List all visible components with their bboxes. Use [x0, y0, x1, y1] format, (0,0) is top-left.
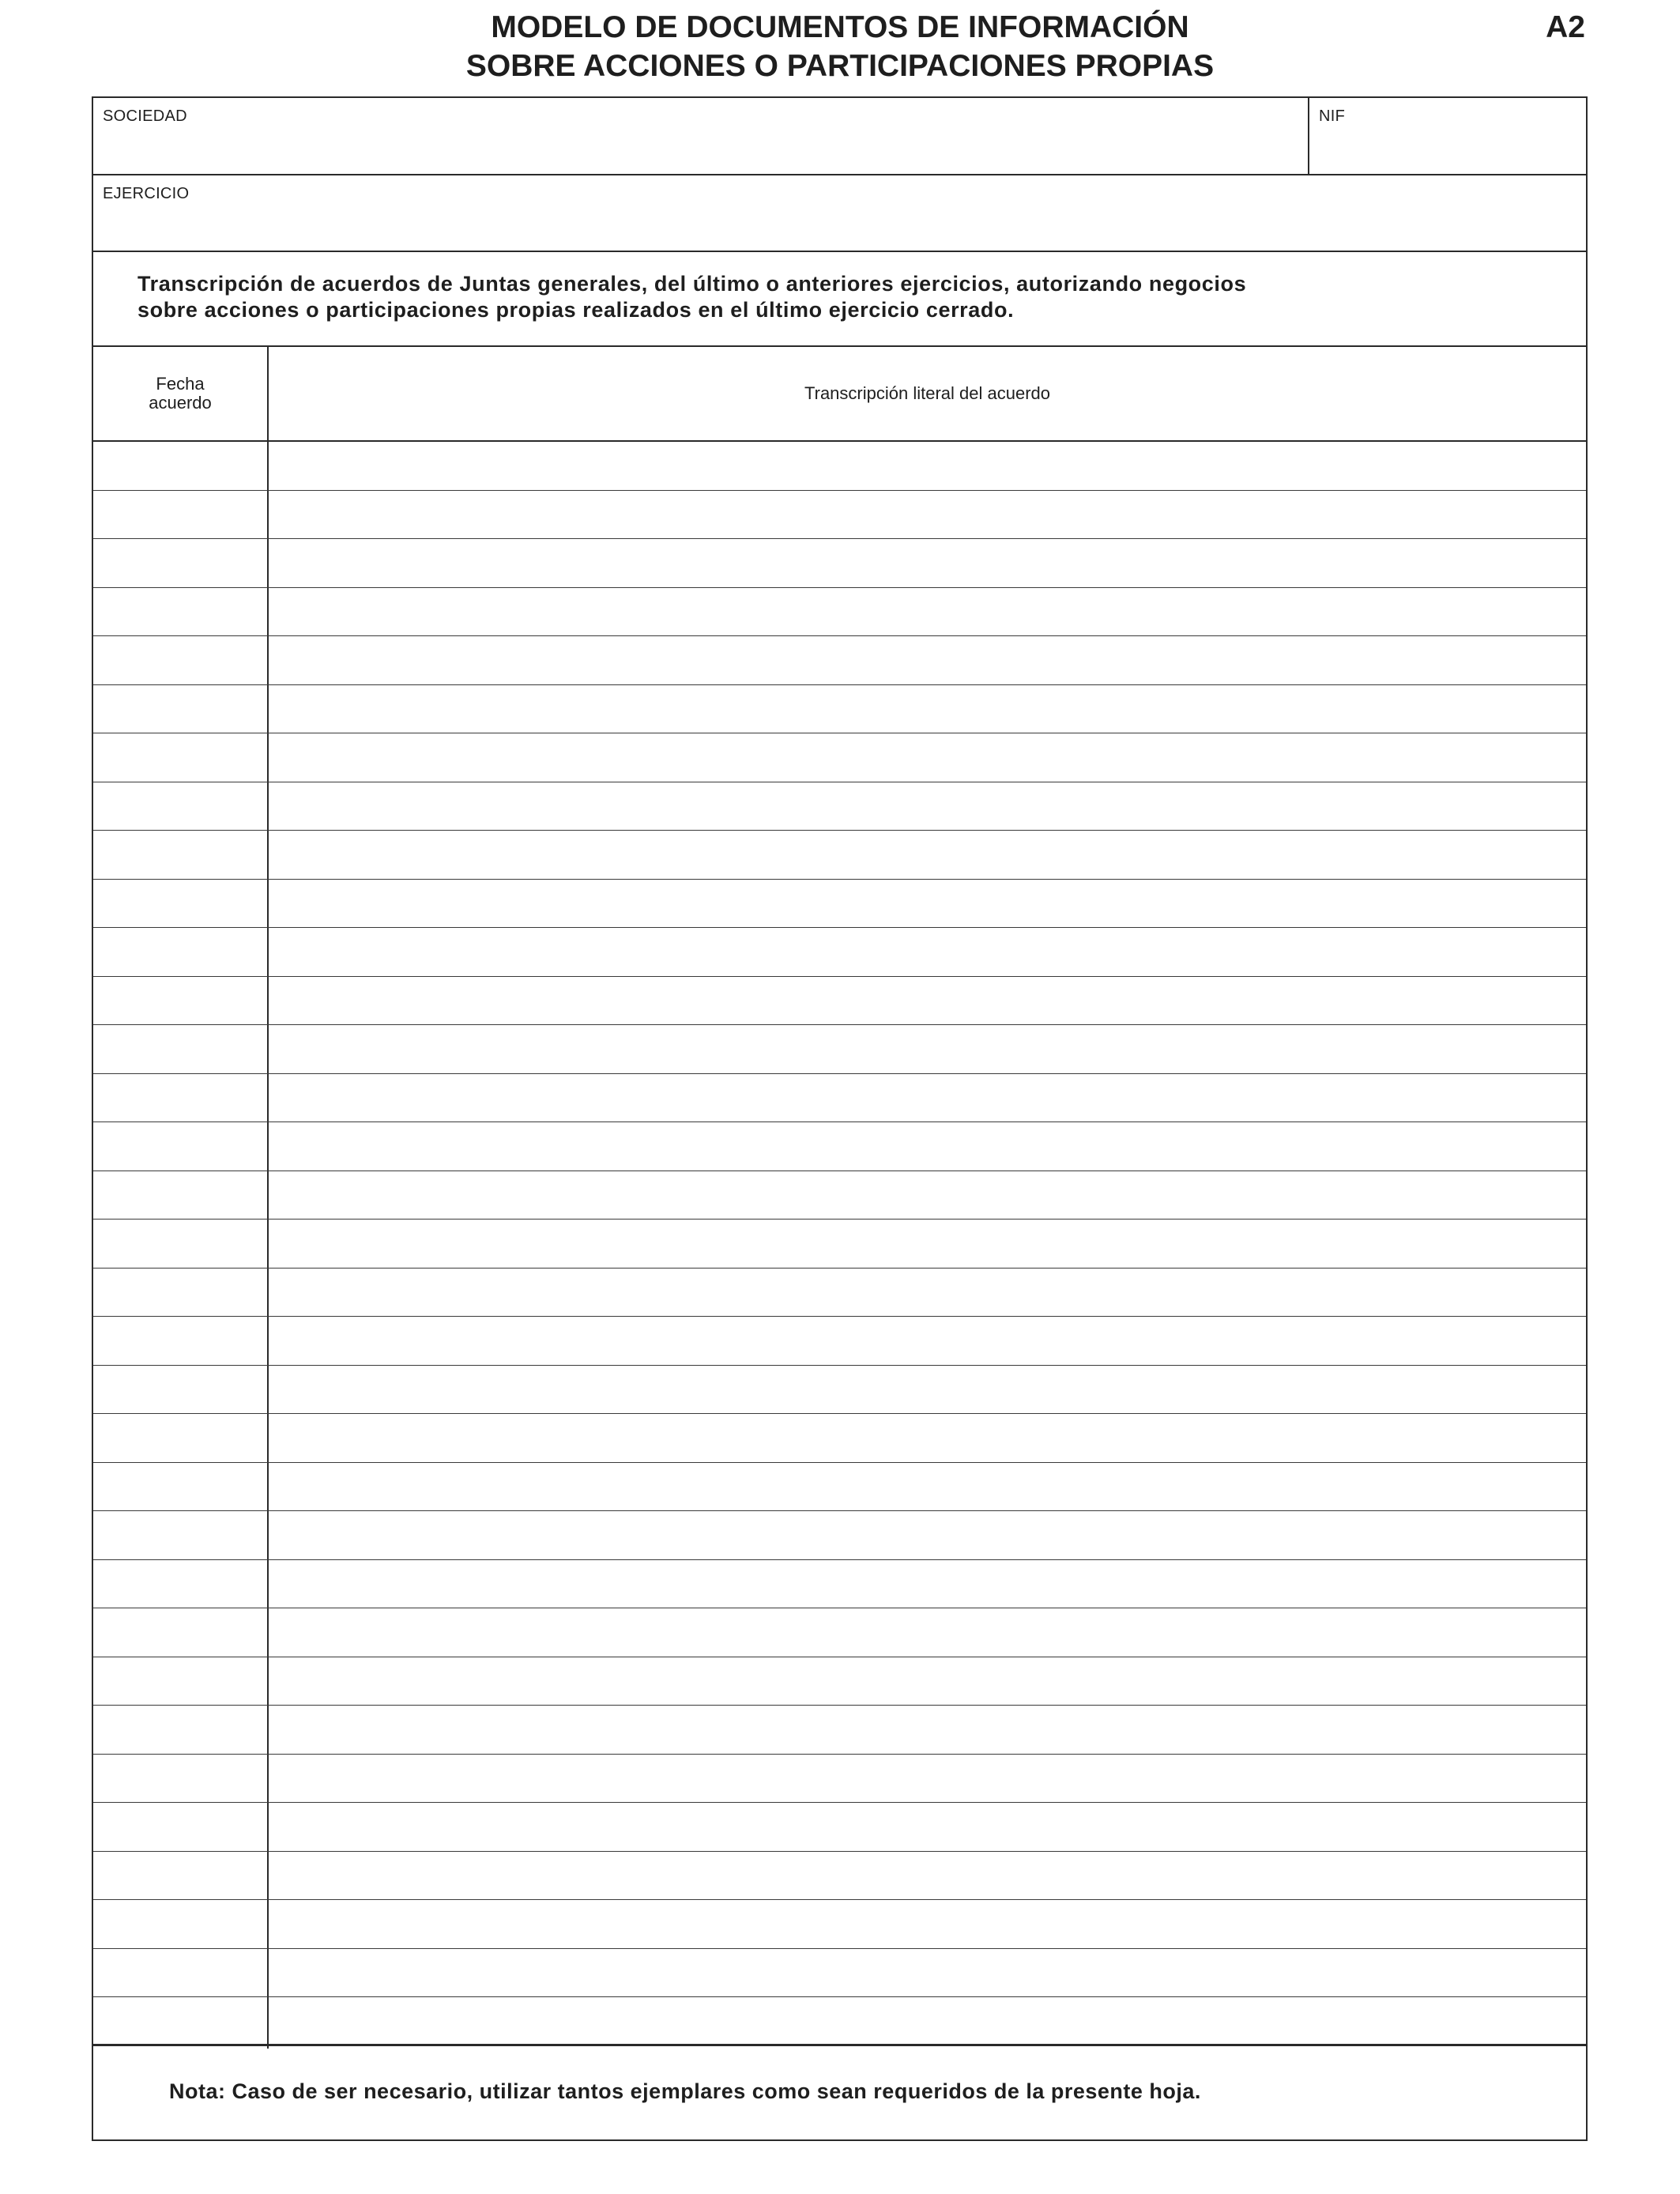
table-row — [93, 1852, 1586, 1901]
table-row — [93, 1122, 1586, 1171]
table-row — [93, 1511, 1586, 1560]
form-code: A2 — [1546, 10, 1585, 44]
transcription-cell[interactable] — [269, 1997, 1586, 2046]
table-row — [93, 782, 1586, 831]
transcription-cell[interactable] — [269, 1366, 1586, 1414]
form-frame — [92, 96, 1588, 2141]
table-row — [93, 491, 1586, 540]
transcription-cell[interactable] — [269, 1414, 1586, 1462]
footer-note: Nota: Caso de ser necesario, utilizar tantos ejemplares como sean requeridos de la presente hoja. — [169, 2079, 1201, 2103]
date-cell[interactable] — [93, 880, 269, 928]
date-cell[interactable] — [93, 442, 269, 490]
transcription-cell[interactable] — [269, 636, 1586, 684]
transcription-cell[interactable] — [269, 1025, 1586, 1073]
table-row — [93, 1220, 1586, 1269]
sociedad-label: SOCIEDAD — [103, 107, 187, 125]
date-cell[interactable] — [93, 636, 269, 684]
date-cell[interactable] — [93, 1366, 269, 1414]
sociedad-band — [93, 98, 1586, 175]
section-heading-line-2: sobre acciones o participaciones propias realizados en el último ejercicio cerrado. — [137, 298, 1015, 322]
table-row — [93, 1074, 1586, 1123]
table-row — [93, 1414, 1586, 1463]
date-cell[interactable] — [93, 1220, 269, 1268]
table-row — [93, 1949, 1586, 1998]
column-header-date — [93, 347, 267, 440]
ejercicio-label: EJERCICIO — [103, 185, 190, 202]
date-cell[interactable] — [93, 1560, 269, 1608]
date-cell[interactable] — [93, 1657, 269, 1706]
table-row — [93, 1997, 1586, 2046]
transcription-cell[interactable] — [269, 588, 1586, 636]
note-band — [93, 2044, 1586, 2139]
transcription-cell[interactable] — [269, 1317, 1586, 1365]
transcription-cell[interactable] — [269, 1511, 1586, 1559]
transcription-cell[interactable] — [269, 491, 1586, 539]
transcription-cell[interactable] — [269, 442, 1586, 490]
transcription-cell[interactable] — [269, 1803, 1586, 1851]
table-row — [93, 1900, 1586, 1949]
date-cell[interactable] — [93, 1414, 269, 1462]
table-row — [93, 539, 1586, 588]
date-cell[interactable] — [93, 1074, 269, 1122]
transcription-cell[interactable] — [269, 1220, 1586, 1268]
date-cell[interactable] — [93, 1997, 269, 2046]
date-cell[interactable] — [93, 1171, 269, 1220]
section-heading-line-1: Transcripción de acuerdos de Juntas generales, del último o anteriores ejercicios, autorizando negocios — [137, 272, 1247, 296]
date-cell[interactable] — [93, 1852, 269, 1900]
date-cell[interactable] — [93, 685, 269, 733]
date-cell[interactable] — [93, 1803, 269, 1851]
nif-label: NIF — [1319, 107, 1346, 125]
table-row — [93, 1317, 1586, 1366]
transcription-cell[interactable] — [269, 1657, 1586, 1706]
transcription-cell[interactable] — [269, 1560, 1586, 1608]
section-heading-band — [93, 252, 1586, 347]
date-cell[interactable] — [93, 1317, 269, 1365]
date-cell[interactable] — [93, 1511, 269, 1559]
table-body — [93, 442, 1586, 2045]
date-cell[interactable] — [93, 733, 269, 782]
transcription-cell[interactable] — [269, 733, 1586, 782]
date-cell[interactable] — [93, 1025, 269, 1073]
date-cell[interactable] — [93, 1269, 269, 1317]
form-title — [0, 8, 1680, 85]
transcription-cell[interactable] — [269, 1900, 1586, 1948]
transcription-cell[interactable] — [269, 1852, 1586, 1900]
transcription-cell[interactable] — [269, 928, 1586, 976]
table-row — [93, 733, 1586, 782]
table-row — [93, 1657, 1586, 1706]
column-header-date-line-1: Fecha — [156, 374, 205, 394]
transcription-cell[interactable] — [269, 1122, 1586, 1171]
table-row — [93, 1803, 1586, 1852]
table-row — [93, 1025, 1586, 1074]
transcription-cell[interactable] — [269, 977, 1586, 1025]
transcription-cell[interactable] — [269, 539, 1586, 587]
date-cell[interactable] — [93, 1706, 269, 1754]
date-cell[interactable] — [93, 928, 269, 976]
transcription-cell[interactable] — [269, 782, 1586, 831]
table-row — [93, 1171, 1586, 1220]
date-cell[interactable] — [93, 1608, 269, 1657]
date-cell[interactable] — [93, 588, 269, 636]
column-header-transcription: Transcripción literal del acuerdo — [804, 383, 1050, 403]
table-row — [93, 880, 1586, 929]
transcription-cell[interactable] — [269, 1706, 1586, 1754]
transcription-cell[interactable] — [269, 1171, 1586, 1220]
date-cell[interactable] — [93, 1463, 269, 1511]
date-cell[interactable] — [93, 491, 269, 539]
table-row — [93, 1269, 1586, 1318]
table-row — [93, 1560, 1586, 1609]
transcription-cell[interactable] — [269, 831, 1586, 879]
table-row — [93, 977, 1586, 1026]
transcription-cell[interactable] — [269, 685, 1586, 733]
table-row — [93, 1366, 1586, 1415]
date-cell[interactable] — [93, 782, 269, 831]
transcription-cell[interactable] — [269, 1463, 1586, 1511]
date-cell[interactable] — [93, 1755, 269, 1803]
table-row — [93, 831, 1586, 880]
table-row — [93, 1463, 1586, 1512]
table-row — [93, 928, 1586, 977]
form-title-line-2: SOBRE ACCIONES O PARTICIPACIONES PROPIAS — [465, 49, 1215, 83]
table-row — [93, 1755, 1586, 1804]
transcription-cell[interactable] — [269, 1949, 1586, 1997]
nif-cell — [1308, 98, 1586, 174]
transcription-cell[interactable] — [269, 1608, 1586, 1657]
form-title-line-1: MODELO DE DOCUMENTOS DE INFORMACIÓN — [491, 10, 1189, 44]
transcription-cell[interactable] — [269, 1269, 1586, 1317]
table-row — [93, 1706, 1586, 1755]
table-row — [93, 442, 1586, 491]
transcription-cell[interactable] — [269, 880, 1586, 928]
transcription-cell[interactable] — [269, 1074, 1586, 1122]
date-cell[interactable] — [93, 539, 269, 587]
date-cell[interactable] — [93, 977, 269, 1025]
table-row — [93, 588, 1586, 637]
table-row — [93, 685, 1586, 734]
section-heading — [137, 271, 1246, 323]
table-row — [93, 1608, 1586, 1657]
transcription-cell[interactable] — [269, 1755, 1586, 1803]
ejercicio-band — [93, 175, 1586, 252]
date-cell[interactable] — [93, 1949, 269, 1997]
table-row — [93, 636, 1586, 685]
column-header-date-line-2: acuerdo — [149, 393, 212, 413]
date-cell[interactable] — [93, 1900, 269, 1948]
date-cell[interactable] — [93, 1122, 269, 1171]
date-cell[interactable] — [93, 831, 269, 879]
table-header — [93, 347, 1586, 442]
